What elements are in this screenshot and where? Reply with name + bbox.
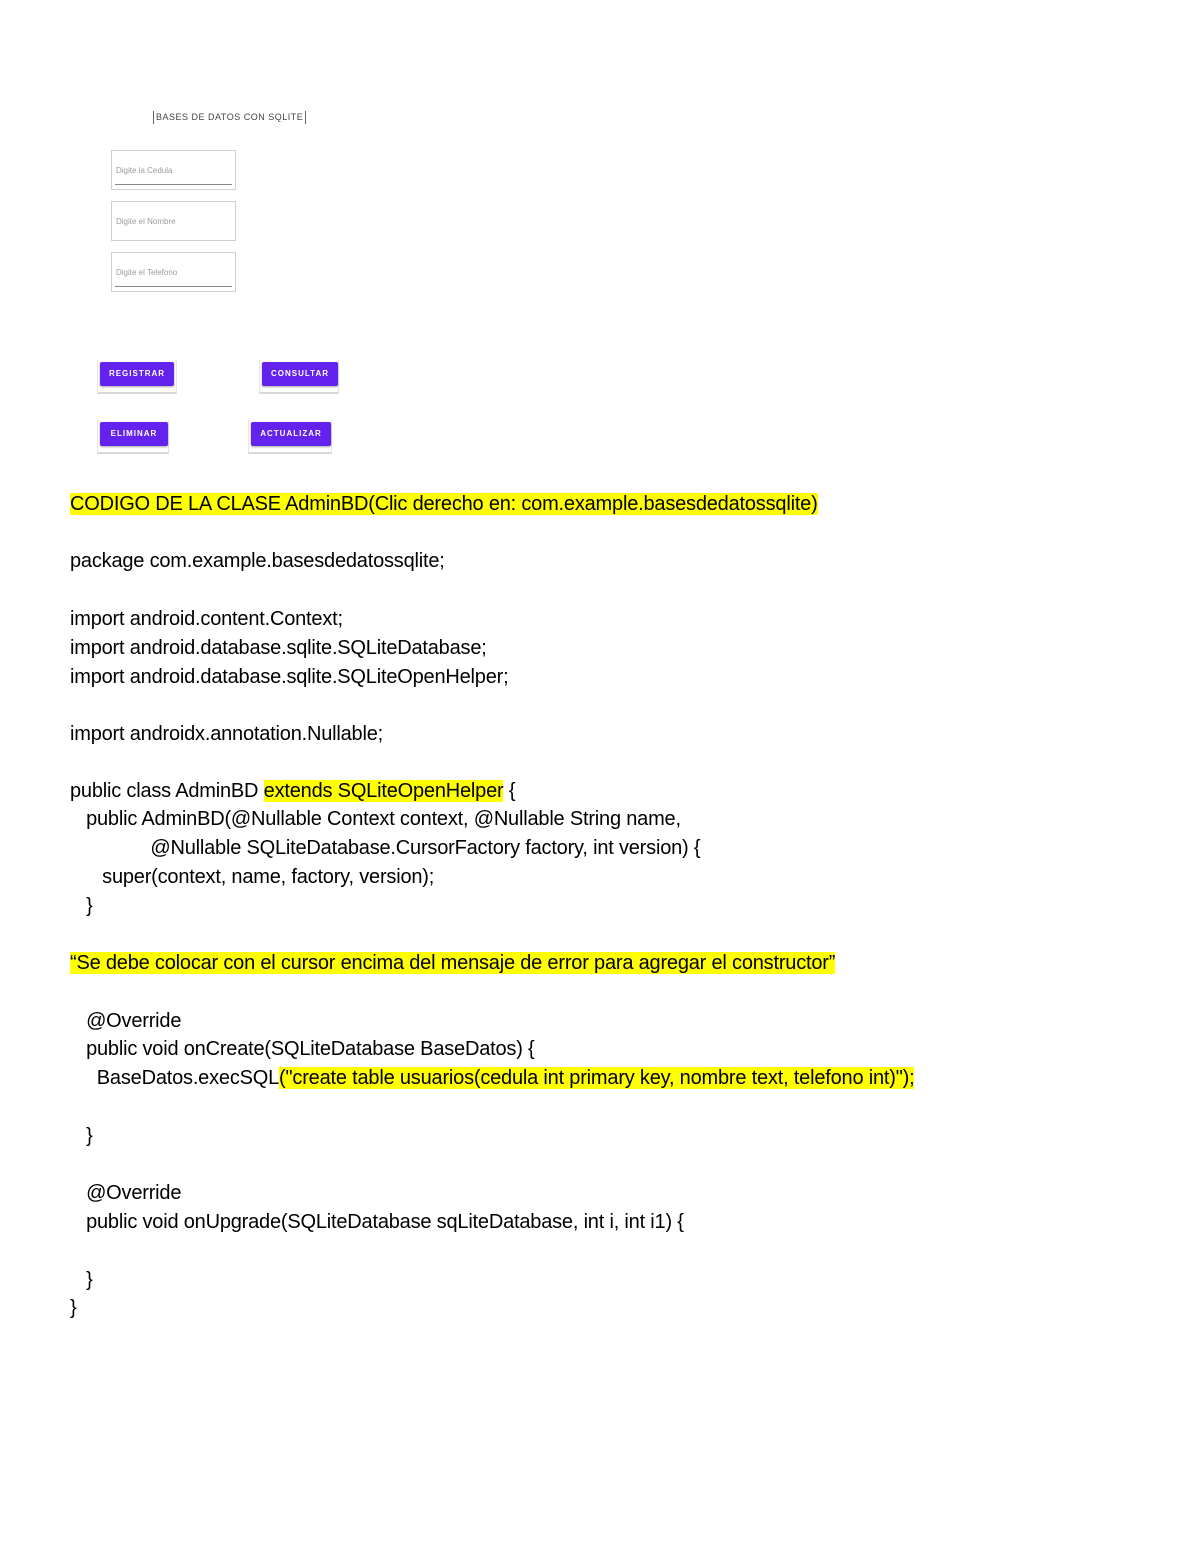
actualizar-button[interactable]: ACTUALIZAR — [251, 422, 331, 446]
class-heading-text: CODIGO DE LA CLASE AdminBD(Clic derecho en: com.example.basesdedatossqlite) — [70, 493, 818, 515]
execsql-statement: ("create table usuarios(cedula int primary key, nombre text, telefono int)"); — [279, 1067, 915, 1089]
class-prefix: public class AdminBD — [70, 780, 264, 802]
override-annotation: @Override — [70, 1010, 182, 1032]
consultar-button-frame — [259, 360, 339, 394]
eliminar-button-frame — [97, 420, 169, 454]
onupgrade-close: } — [70, 1269, 93, 1291]
execsql-prefix: BaseDatos.execSQL — [70, 1067, 280, 1089]
override-annotation: @Override — [70, 1182, 182, 1204]
oncreate-signature: public void onCreate(SQLiteDatabase BaseDatos) { — [70, 1038, 535, 1060]
constructor-line-1: public AdminBD(@Nullable Context context, @Nullable String name, — [70, 808, 681, 830]
class-declaration — [70, 778, 515, 804]
app-title: BASES DE DATOS CON SQLITE — [153, 111, 306, 124]
registrar-button-frame — [97, 360, 177, 394]
field-underline — [115, 286, 232, 287]
constructor-line-2: @Nullable SQLiteDatabase.CursorFactory factory, int version) { — [70, 837, 701, 859]
class-suffix: { — [503, 780, 516, 802]
import-line: import android.database.sqlite.SQLiteOpenHelper; — [70, 666, 509, 688]
registrar-button[interactable]: REGISTRAR — [100, 362, 174, 386]
class-extends: extends SQLiteOpenHelper — [263, 780, 504, 802]
class-heading — [70, 491, 818, 517]
onupgrade-signature: public void onUpgrade(SQLiteDatabase sqLiteDatabase, int i, int i1) { — [70, 1211, 684, 1233]
execsql-line — [70, 1065, 914, 1091]
import-line: import android.content.Context; — [70, 608, 343, 630]
package-line: package com.example.basesdedatossqlite; — [70, 550, 445, 572]
class-close: } — [70, 1297, 77, 1319]
note-text: “Se debe colocar con el cursor encima del mensaje de error para agregar el constructor” — [70, 952, 836, 974]
cedula-field[interactable] — [111, 150, 236, 190]
nombre-field[interactable] — [111, 201, 236, 241]
constructor-super: super(context, name, factory, version); — [70, 866, 435, 888]
field-underline — [115, 184, 232, 185]
import-line: import android.database.sqlite.SQLiteDatabase; — [70, 637, 487, 659]
constructor-close: } — [70, 895, 93, 917]
consultar-button[interactable]: CONSULTAR — [262, 362, 338, 386]
note-line — [70, 950, 835, 976]
actualizar-button-frame — [248, 420, 332, 454]
telefono-field[interactable] — [111, 252, 236, 292]
cedula-placeholder: Digite la Cedula — [116, 166, 173, 175]
eliminar-button[interactable]: ELIMINAR — [100, 422, 168, 446]
import-nullable-line: import androidx.annotation.Nullable; — [70, 723, 383, 745]
telefono-placeholder: Digite el Telefono — [116, 268, 178, 277]
oncreate-close: } — [70, 1125, 93, 1147]
nombre-placeholder: Digite el Nombre — [116, 217, 176, 226]
